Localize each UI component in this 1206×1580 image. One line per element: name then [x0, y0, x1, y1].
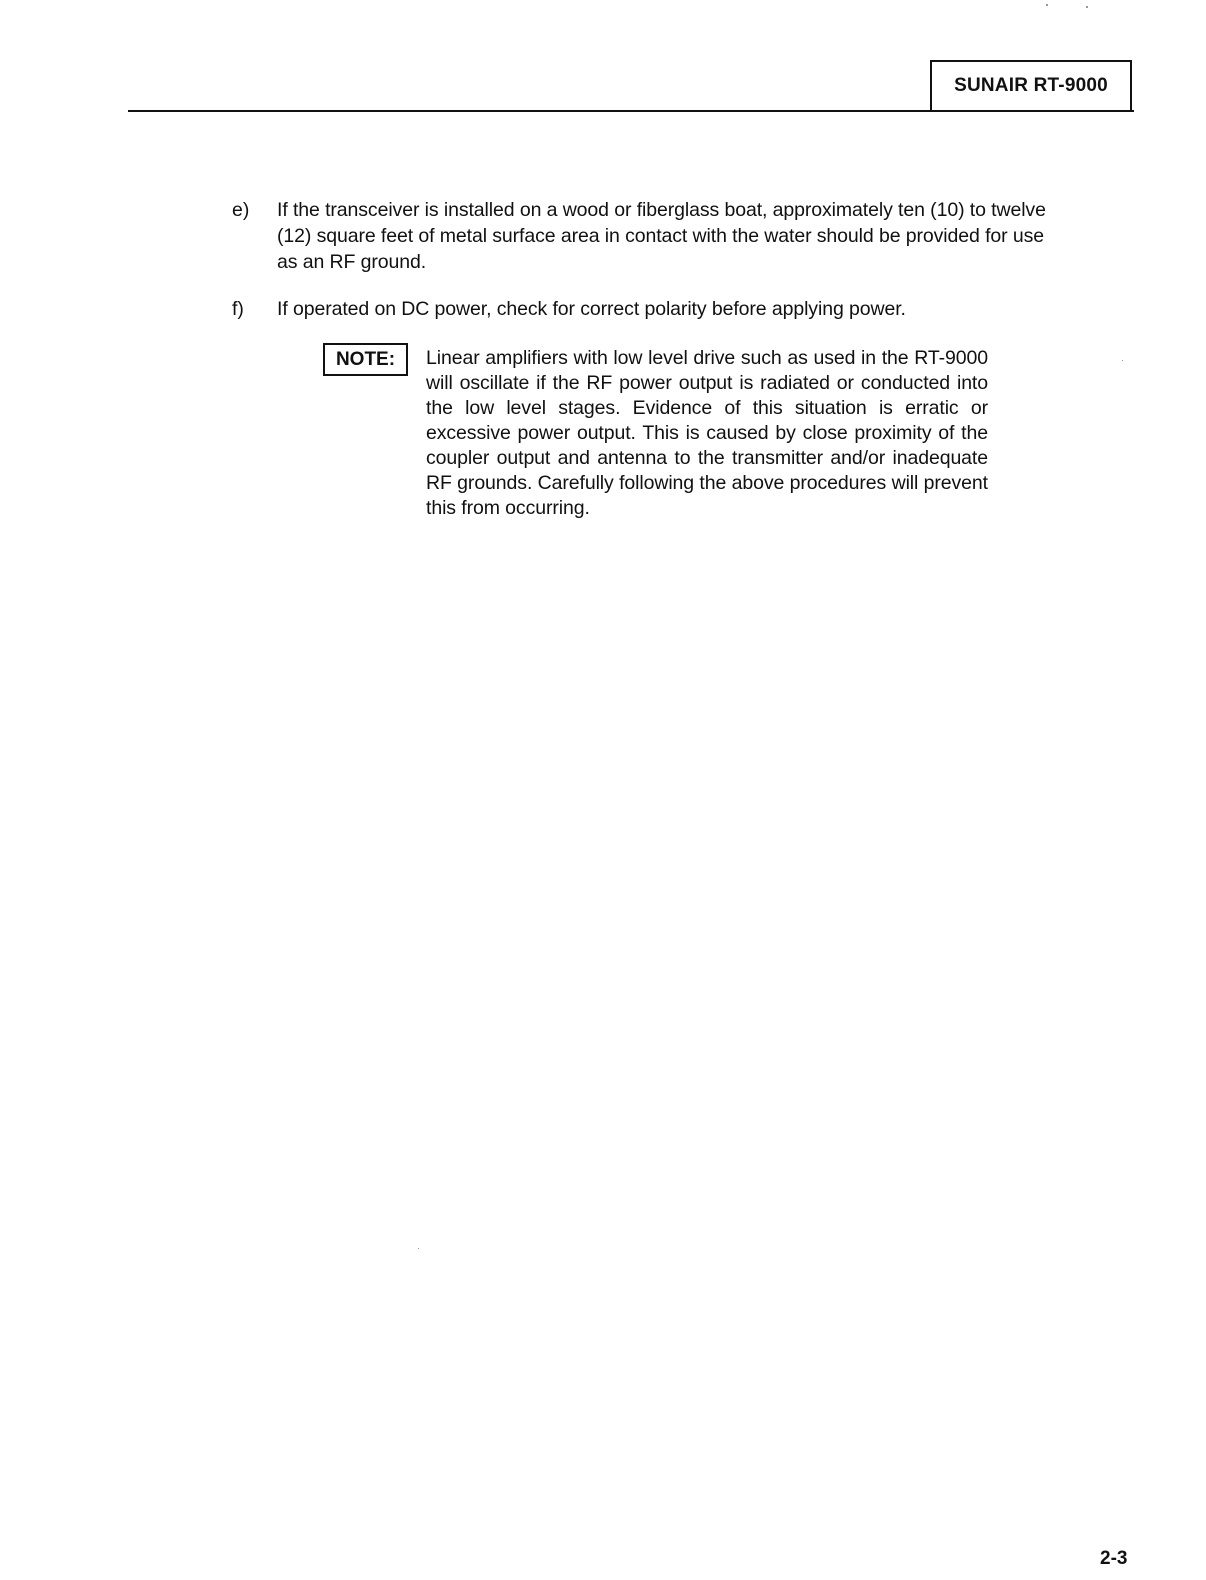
scan-speck [1122, 360, 1123, 361]
list-item-text: If the transceiver is installed on a wood or fiberglass boat, approximately ten (10) to twelve (12) square feet of metal surface area in contact with the water should be provided for use as an RF ground. [277, 199, 1046, 273]
list-item-text: If operated on DC power, check for correct polarity before applying power. [277, 298, 906, 320]
list-item-e [0, 197, 1206, 277]
note-label-box [323, 343, 408, 376]
scan-speck [418, 1248, 419, 1249]
list-item-label: f) [232, 298, 244, 320]
page-number: 2-3 [1100, 1548, 1128, 1569]
scan-speck [1046, 4, 1048, 6]
note-text: Linear amplifiers with low level drive such as used in the RT-9000 will oscillate if the RF power output is radiated or conducted into the low level stages. Evidence of this situation is erratic or excessive power output. This is caused by close proximity of the coupler output and antenna to the transmitter and/or inadequate RF grounds. Carefully following the above procedures will prevent this from occurring. [426, 347, 988, 519]
header-title-box [930, 60, 1132, 110]
header-rule [128, 110, 1134, 112]
header-title: SUNAIR RT-9000 [954, 75, 1108, 96]
scan-speck [1086, 6, 1088, 8]
list-item-f [0, 296, 1206, 326]
note-label: NOTE: [335, 348, 396, 370]
list-item-label: e) [232, 199, 250, 221]
